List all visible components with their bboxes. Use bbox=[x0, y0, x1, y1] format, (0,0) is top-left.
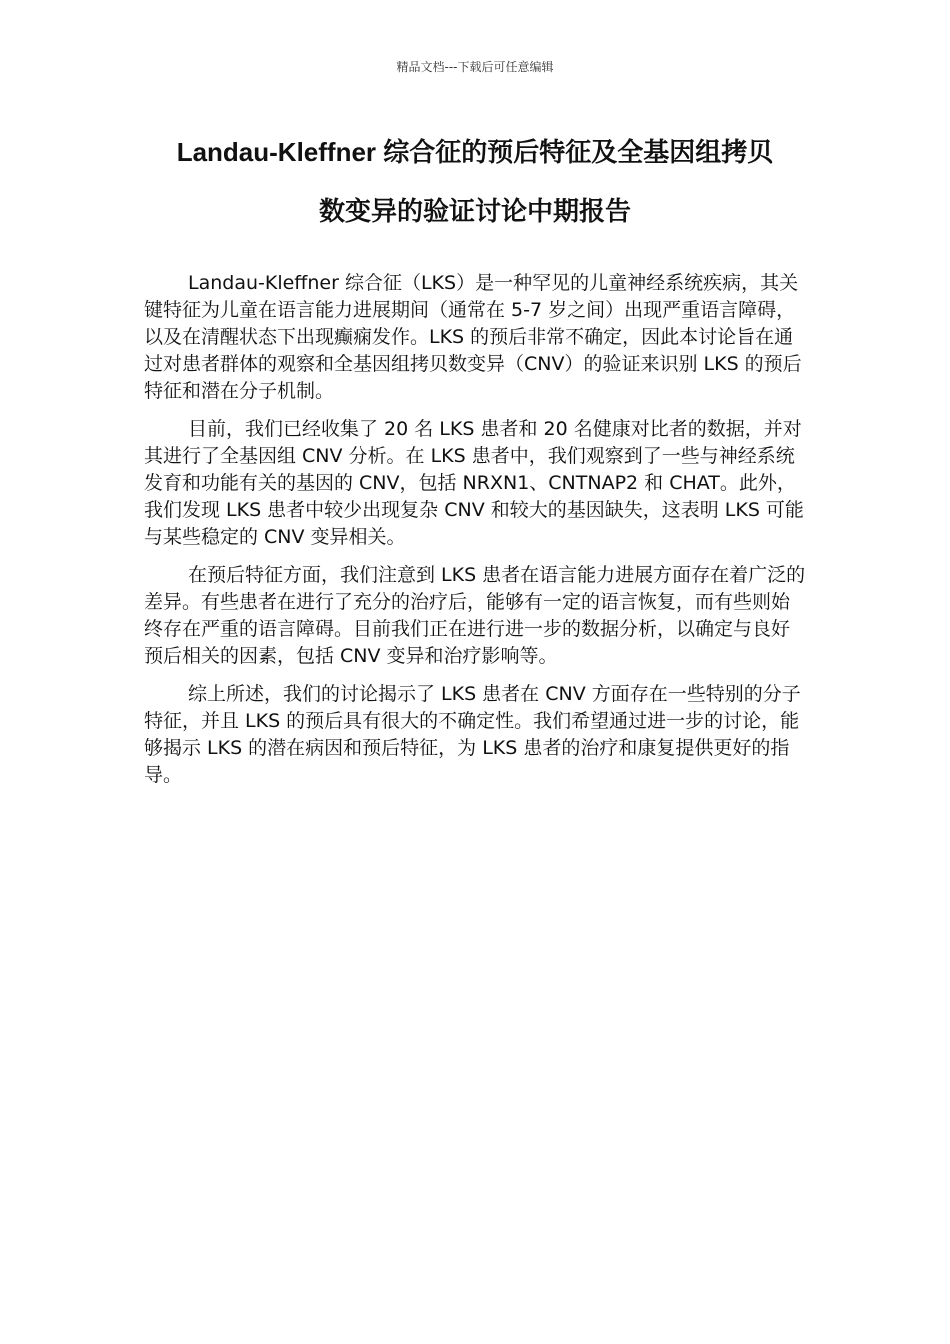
document-body bbox=[144, 270, 808, 800]
document-title-line-1: Landau-Kleffner 综合征的预后特征及全基因组拷贝 bbox=[176, 137, 774, 167]
body-paragraph-4: 综上所述，我们的讨论揭示了 LKS 患者在 CNV 方面存在一些特别的分子特征，并且 LKS 的预后具有很大的不确定性。我们希望通过进一步的讨论，能够揭示 LKS 的潜在病因和预后特征，为 LKS 患者的治疗和康复提供更好的指导。 bbox=[144, 683, 801, 786]
document-title bbox=[125, 133, 825, 251]
page-header: 精品文档---下载后可任意编辑 bbox=[396, 60, 554, 74]
body-paragraph-1: Landau-Kleffner 综合征（LKS）是一种罕见的儿童神经系统疾病，其关键特征为儿童在语言能力进展期间（通常在 5-7 岁之间）出现严重语言障碍，以及在清醒状态下出现癫痫发作。LKS 的预后非常不确定，因此本讨论旨在通过对患者群体的观察和全基因组拷贝数变异（CNV）的验证来识别 LKS 的预后特征和潜在分子机制。 bbox=[144, 272, 802, 402]
body-paragraph-2: 目前，我们已经收集了 20 名 LKS 患者和 20 名健康对比者的数据，并对其进行了全基因组 CNV 分析。在 LKS 患者中，我们观察到了一些与神经系统发育和功能有关的基因的 CNV，包括 NRXN1、CNTNAP2 和 CHAT。此外，我们发现 LKS 患者中较少出现复杂 CNV 和较大的基因缺失，这表明 LKS 可能与某些稳定的 CNV 变异相关。 bbox=[144, 418, 804, 548]
body-paragraph-3: 在预后特征方面，我们注意到 LKS 患者在语言能力进展方面存在着广泛的差异。有些患者在进行了充分的治疗后，能够有一定的语言恢复，而有些则始终存在严重的语言障碍。目前我们正在进行进一步的数据分析，以确定与良好预后相关的因素，包括 CNV 变异和治疗影响等。 bbox=[144, 564, 806, 667]
document-title-line-2: 数变异的验证讨论中期报告 bbox=[318, 196, 631, 226]
